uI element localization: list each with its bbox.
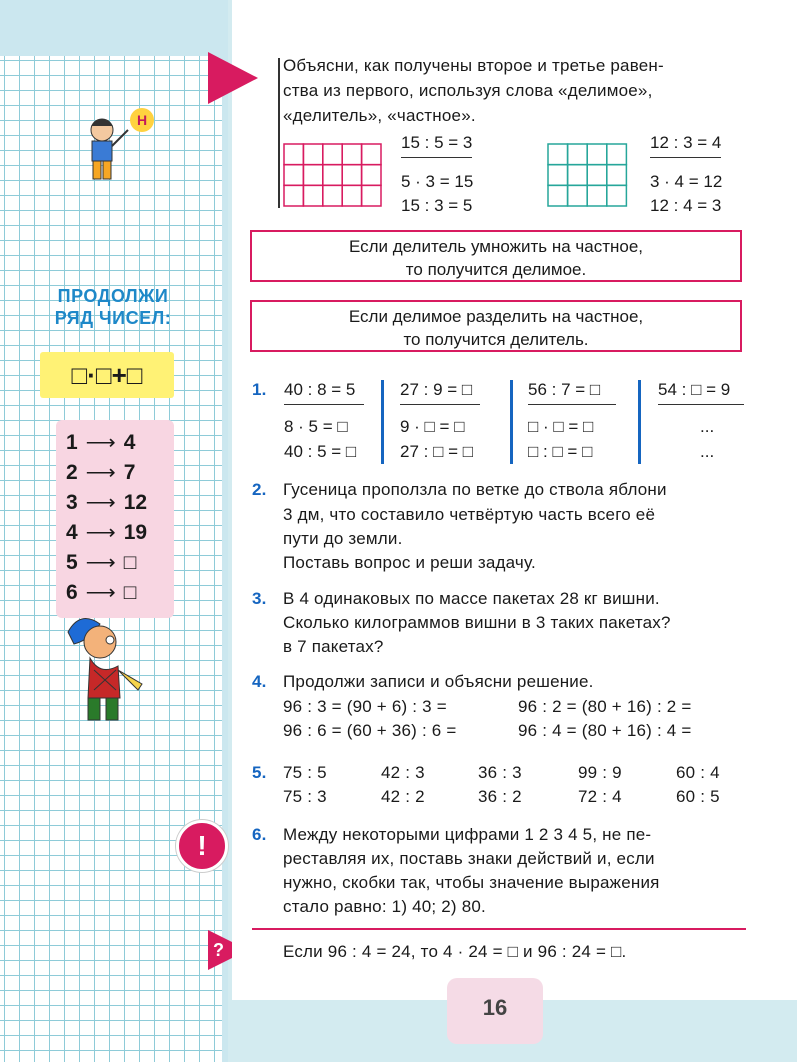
task-number: 6. <box>252 825 267 844</box>
sequence-row <box>66 490 147 515</box>
sequence-row <box>66 430 135 455</box>
grid-cell <box>607 185 627 206</box>
divider <box>252 928 746 930</box>
equation: □ · □ = □ <box>528 417 594 436</box>
sequence-row <box>66 550 136 575</box>
sequence-row <box>66 520 147 545</box>
alert-icon: ! <box>176 820 228 872</box>
task-number: 2. <box>252 480 267 499</box>
task-text: Гусеница проползла по ветке до ствола яблони <box>283 480 667 499</box>
grid-cell <box>548 165 568 186</box>
equation: 3 · 4 = 12 <box>650 172 723 191</box>
task-number: 3. <box>252 589 267 608</box>
rule-line: то получится делимое. <box>405 260 587 279</box>
task-text: В 4 одинаковых по массе пакетах 28 кг вишни. <box>283 589 660 608</box>
rule-line: Если делимое разделить на частное, <box>348 307 644 326</box>
grid-cell <box>342 144 361 165</box>
grid-cell <box>548 144 568 165</box>
rule-line: то получится делитель. <box>403 330 589 349</box>
task-text: стало равно: 1) 40; 2) 80. <box>283 897 486 916</box>
grid-cell <box>568 165 588 186</box>
arrow-icon: ⟶ <box>85 551 116 574</box>
sequence-value: □ <box>123 551 137 574</box>
equation: 5 · 3 = 15 <box>401 172 474 191</box>
grid-cell <box>362 165 381 186</box>
expression: 60 : 4 <box>676 763 720 782</box>
sequence-index: 3 <box>66 491 78 514</box>
sequence-value: 19 <box>123 521 148 544</box>
equation: ... <box>700 417 715 436</box>
bottom-question: Если 96 : 4 = 24, то 4 · 24 = □ и 96 : 24 = □. <box>283 942 627 961</box>
equation: 8 · 5 = □ <box>284 417 348 436</box>
sequence-index: 4 <box>66 521 78 544</box>
intro-line: ства из первого, используя слова «делимое», <box>283 81 653 100</box>
equation: 40 : 8 = 5 <box>284 380 364 405</box>
sequence-index: 6 <box>66 581 78 604</box>
task-text: реставляя их, поставь знаки действий и, если <box>283 849 655 868</box>
rule-box <box>250 300 742 352</box>
sequence-index: 1 <box>66 431 78 454</box>
grid-cell <box>342 165 361 186</box>
grid-cell <box>568 185 588 206</box>
grid-cell <box>587 144 607 165</box>
equation: 9 · □ = □ <box>400 417 465 436</box>
grid-cell <box>284 144 303 165</box>
expression: 42 : 3 <box>381 763 425 782</box>
equation: 96 : 3 = (90 + 6) : 3 = <box>283 697 447 716</box>
sequence-value: 4 <box>123 431 136 454</box>
task-number: 1. <box>252 380 267 399</box>
equation: 15 : 5 = 3 <box>401 133 472 158</box>
teal-rectangle-grid <box>547 143 628 207</box>
grid-cell <box>284 165 303 186</box>
task-text: в 7 пакетах? <box>283 637 384 656</box>
task-text: Сколько килограммов вишни в 3 таких пакетах? <box>283 613 671 632</box>
grid-cell <box>587 165 607 186</box>
grid-cell <box>362 144 381 165</box>
expression: 99 : 9 <box>578 763 622 782</box>
grid-cell <box>284 185 303 206</box>
clown-figure-icon <box>60 610 150 730</box>
grid-cell <box>587 185 607 206</box>
equation: 27 : □ = □ <box>400 442 473 461</box>
sidebar-heading: ПРОДОЛЖИ <box>57 286 169 306</box>
intro-line: «делитель», «частное». <box>283 106 476 125</box>
grid-cell <box>323 165 342 186</box>
expression: 60 : 5 <box>676 787 720 806</box>
equation: 96 : 2 = (80 + 16) : 2 = <box>518 697 692 716</box>
sequence-value: □ <box>123 581 137 604</box>
grid-cell <box>548 185 568 206</box>
rule-line: Если делитель умножить на частное, <box>348 237 644 256</box>
expression: 36 : 3 <box>478 763 522 782</box>
equation: 15 : 3 = 5 <box>401 196 473 215</box>
task-text: пути до земли. <box>283 529 403 548</box>
sequence-row <box>66 580 136 605</box>
task-number: 4. <box>252 672 267 691</box>
sequence-value: 7 <box>123 461 136 484</box>
expression: 36 : 2 <box>478 787 522 806</box>
task-text: Поставь вопрос и реши задачу. <box>283 553 536 572</box>
task-number: 5. <box>252 763 267 782</box>
grid-cell <box>303 144 322 165</box>
grid-cell <box>607 144 627 165</box>
grid-cell <box>362 185 381 206</box>
task-text: 3 дм, что составило четвёртую часть всего её <box>283 505 656 524</box>
sidebar-heading-2: РЯД ЧИСЕЛ: <box>54 308 172 328</box>
rule-box <box>250 230 742 282</box>
arrow-icon: ⟶ <box>85 491 116 514</box>
page-number: 16 <box>447 978 543 1044</box>
equation: 27 : 9 = □ <box>400 380 480 405</box>
grid-cell <box>607 165 627 186</box>
equation: 96 : 6 = (60 + 36) : 6 = <box>283 721 457 740</box>
column-separator <box>381 380 384 464</box>
equation: 54 : □ = 9 <box>658 380 744 405</box>
intro-line: Объясни, как получены второе и третье равен- <box>283 56 664 75</box>
grid-cell <box>303 185 322 206</box>
sequence-value: 12 <box>123 491 148 514</box>
task-text: нужно, скобки так, чтобы значение выражения <box>283 873 660 892</box>
grid-cell <box>323 144 342 165</box>
task-text: Между некоторыми цифрами 1 2 3 4 5, не пе- <box>283 825 652 844</box>
formula-box: □·□+□ <box>40 352 174 398</box>
sequence-row <box>66 460 135 485</box>
arrow-icon: ⟶ <box>85 461 116 484</box>
sequence-index: 2 <box>66 461 78 484</box>
letter-badge: Н <box>130 108 154 132</box>
equation: ... <box>700 442 715 461</box>
equation: 96 : 4 = (80 + 16) : 4 = <box>518 721 692 740</box>
column-separator <box>638 380 641 464</box>
question-mark: ? <box>213 940 224 960</box>
grid-cell <box>568 144 588 165</box>
grid-cell <box>303 165 322 186</box>
arrow-icon: ⟶ <box>85 431 116 454</box>
equation: 12 : 3 = 4 <box>650 133 721 158</box>
expression: 75 : 3 <box>283 787 327 806</box>
intro-bracket <box>278 58 280 208</box>
equation: 12 : 4 = 3 <box>650 196 722 215</box>
sequence-index: 5 <box>66 551 78 574</box>
grid-cell <box>323 185 342 206</box>
grid-cell <box>342 185 361 206</box>
equation: 56 : 7 = □ <box>528 380 616 405</box>
expression: 42 : 2 <box>381 787 425 806</box>
equation: 40 : 5 = □ <box>284 442 357 461</box>
red-rectangle-grid <box>283 143 382 207</box>
intro-marker-icon <box>208 52 258 104</box>
equation: □ : □ = □ <box>528 442 593 461</box>
number-sequence <box>56 420 174 618</box>
arrow-icon: ⟶ <box>85 581 116 604</box>
column-separator <box>510 380 513 464</box>
expression: 72 : 4 <box>578 787 622 806</box>
task-text: Продолжи записи и объясни решение. <box>283 672 594 691</box>
expression: 75 : 5 <box>283 763 327 782</box>
arrow-icon: ⟶ <box>85 521 116 544</box>
